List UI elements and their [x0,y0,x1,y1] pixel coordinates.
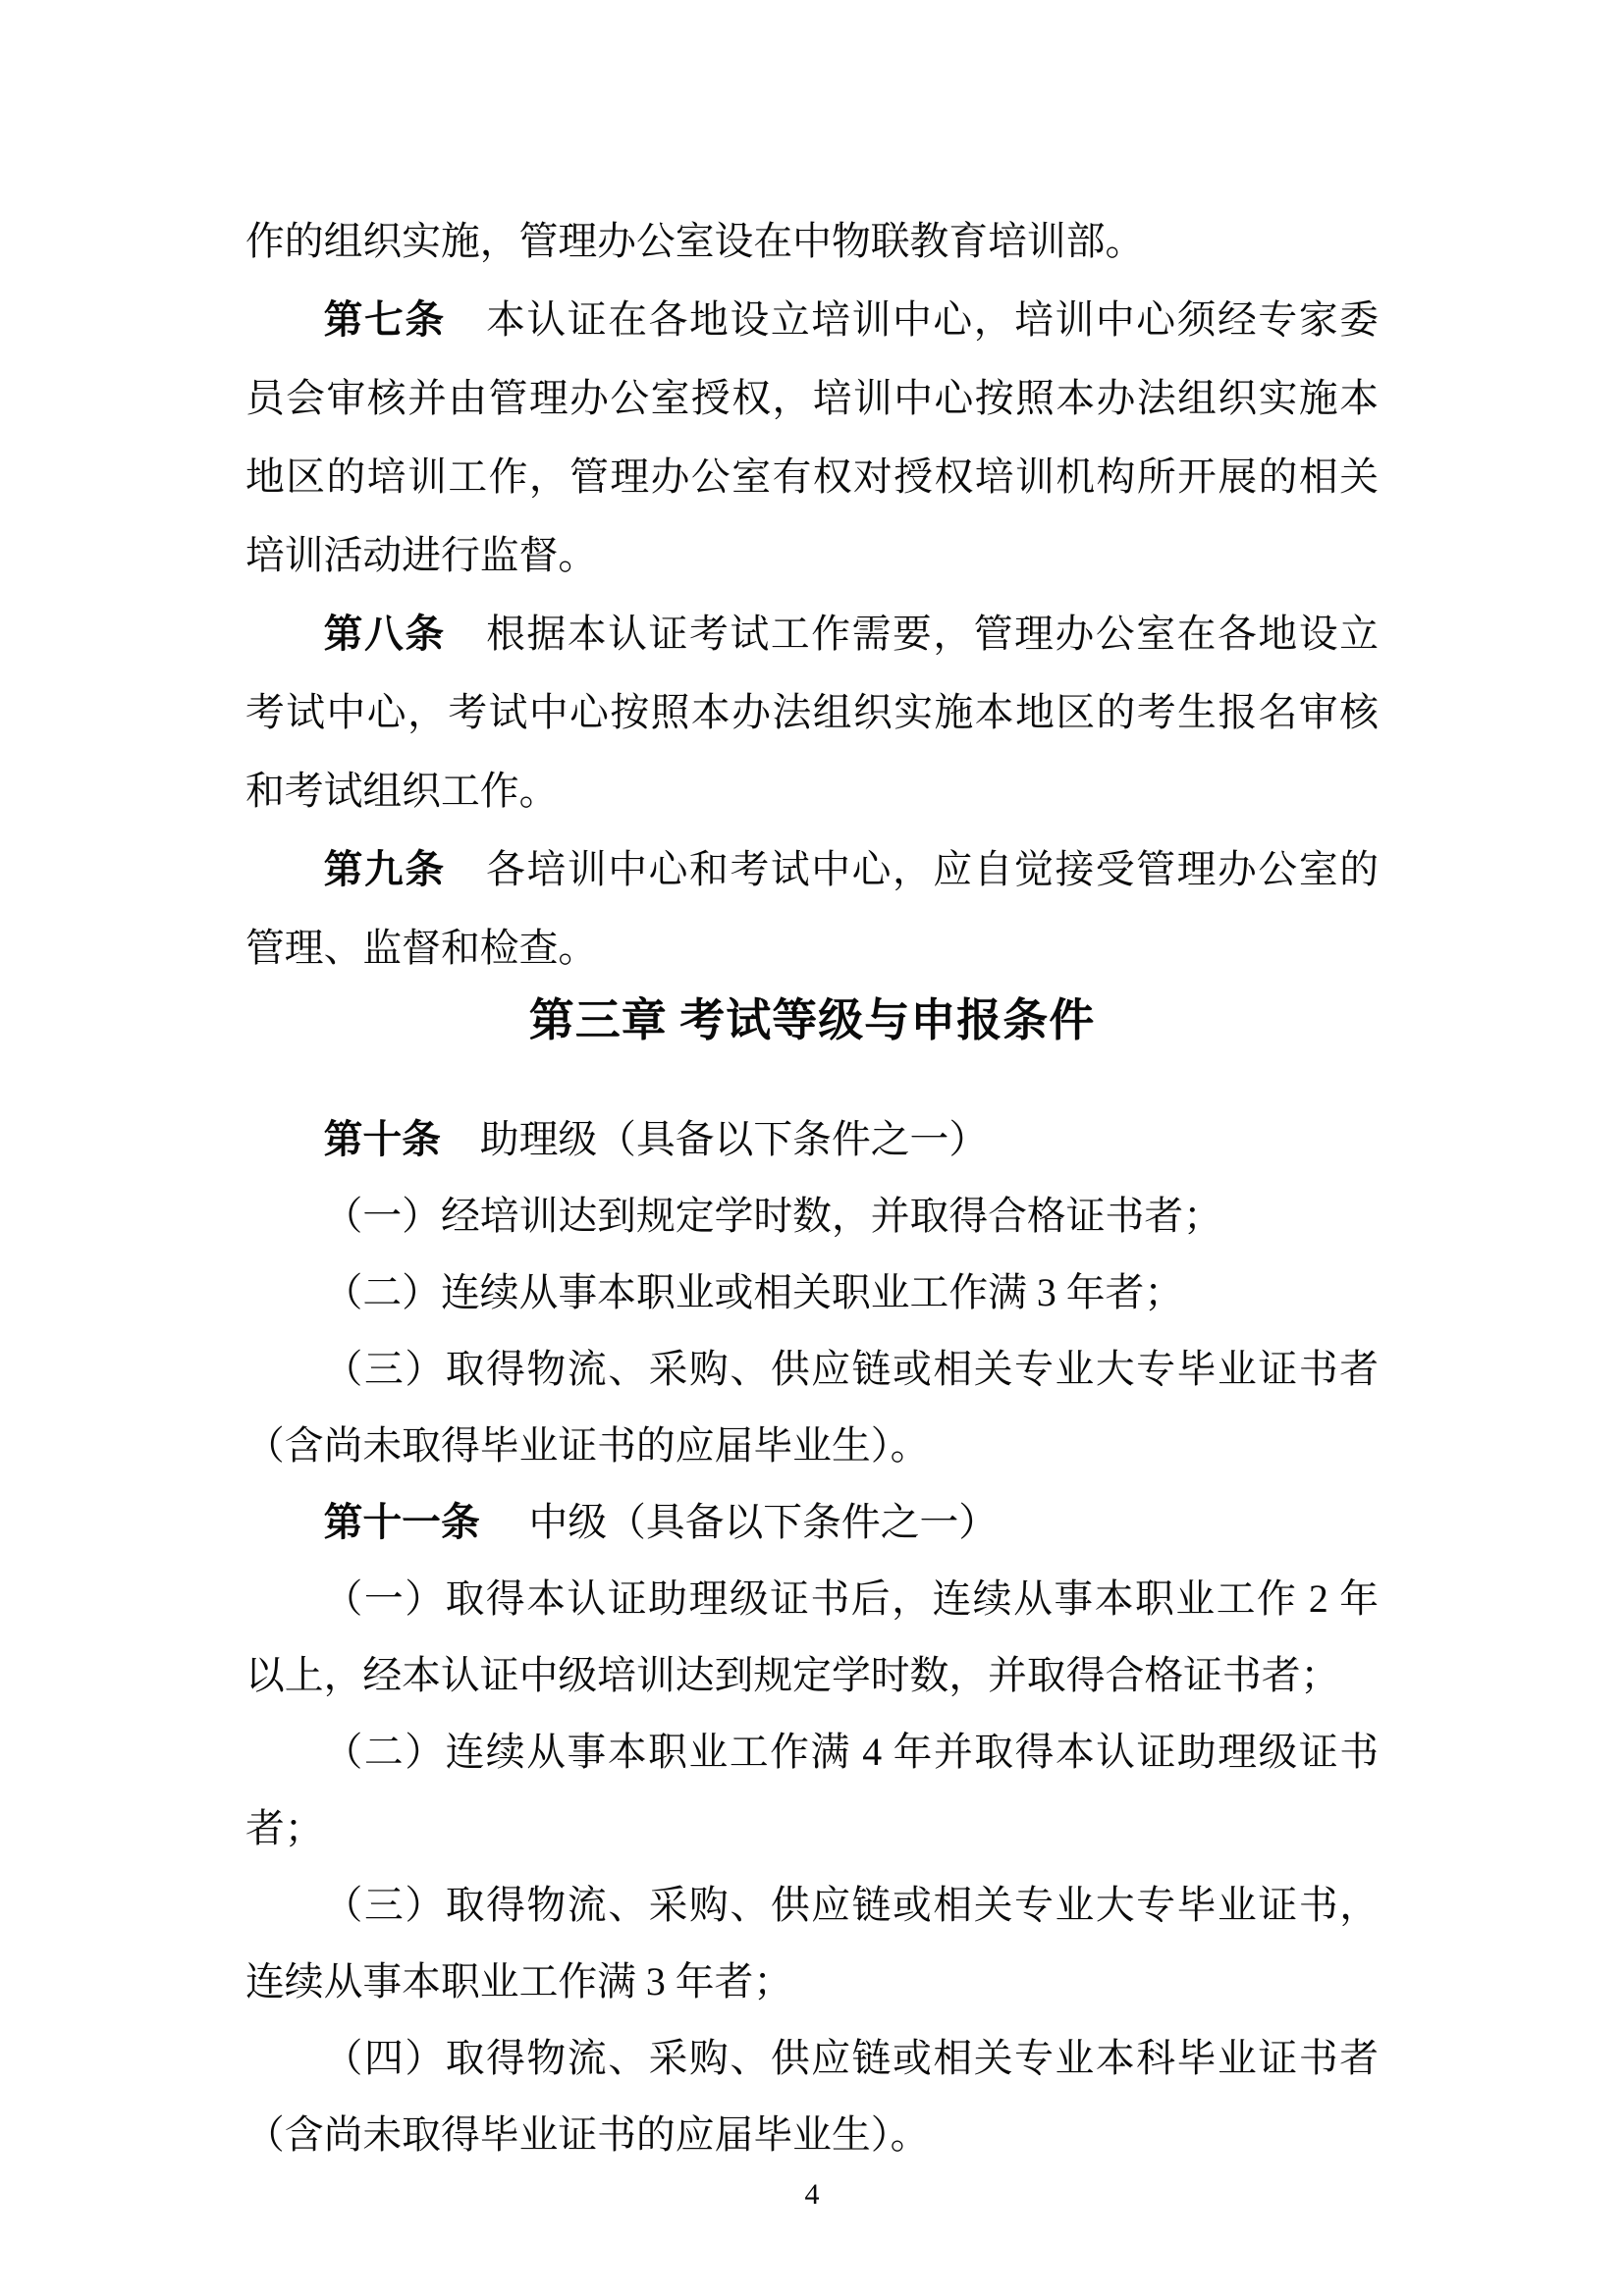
article-8-number: 第八条 [323,613,446,656]
article-9-text: 各培训中心和考试中心，应自觉接受管理办公室的管理、监督和检查。 [245,848,1380,970]
article-7-text: 本认证在各地设立培训中心，培训中心须经专家委员会审核并由管理办公室授权，培训中心按照本办法组织实施本地区的培训工作，管理办公室有权对授权培训机构所开展的相关培训活动进行监督。 [245,298,1380,577]
article-7-number: 第七条 [323,298,446,342]
clause-11-4: （四）取得物流、采购、供应链或相关专业本科毕业证书者（含尚未取得毕业证书的应届毕业生）。 [245,2037,1379,2157]
clause-10-3: （三）取得物流、采购、供应链或相关专业大专毕业证书者（含尚未取得毕业证书的应届毕业生）。 [245,1348,1379,1468]
article-11-paragraph [245,1484,1379,1561]
section-chapter-three-articles [245,1101,1379,2173]
clause-11-3: （三）取得物流、采购、供应链或相关专业大专毕业证书，连续从事本职业工作满 3 年者； [245,1884,1379,2003]
article-8-text: 根据本认证考试工作需要，管理办公室在各地设立考试中心，考试中心按照本办法组织实施本地区的考生报名审核和考试组织工作。 [245,613,1380,813]
article-10-text: 助理级（具备以下条件之一） [440,1118,989,1161]
article-11-number: 第十一条 [323,1501,480,1544]
clause-10-2: （二）连续从事本职业或相关职业工作满 3 年者； [323,1271,1184,1314]
article-11-text: 中级（具备以下条件之一） [479,1501,999,1544]
article-9-paragraph [245,830,1379,988]
page-number: 4 [804,2178,820,2211]
chapter-heading: 第三章 考试等级与申报条件 [528,995,1096,1045]
article-7-paragraph [245,281,1379,595]
article-10-number: 第十条 [323,1118,441,1161]
clause-11-1: （一）取得本认证助理级证书后，连续从事本职业工作 2 年以上，经本认证中级培训达到规定学时数，并取得合格证书者； [245,1577,1379,1697]
clause-10-1: （一）经培训达到规定学时数，并取得合格证书者； [323,1195,1222,1238]
section-chapter-two-articles [245,202,1379,988]
article-8-paragraph [245,595,1379,830]
article-9-number: 第九条 [323,848,446,891]
paragraph-continuation: 作的组织实施，管理办公室设在中物联教育培训部。 [245,220,1145,263]
clause-11-2: （二）连续从事本职业工作满 4 年并取得本认证助理级证书者； [245,1731,1379,1850]
article-10-paragraph [245,1101,1379,1178]
